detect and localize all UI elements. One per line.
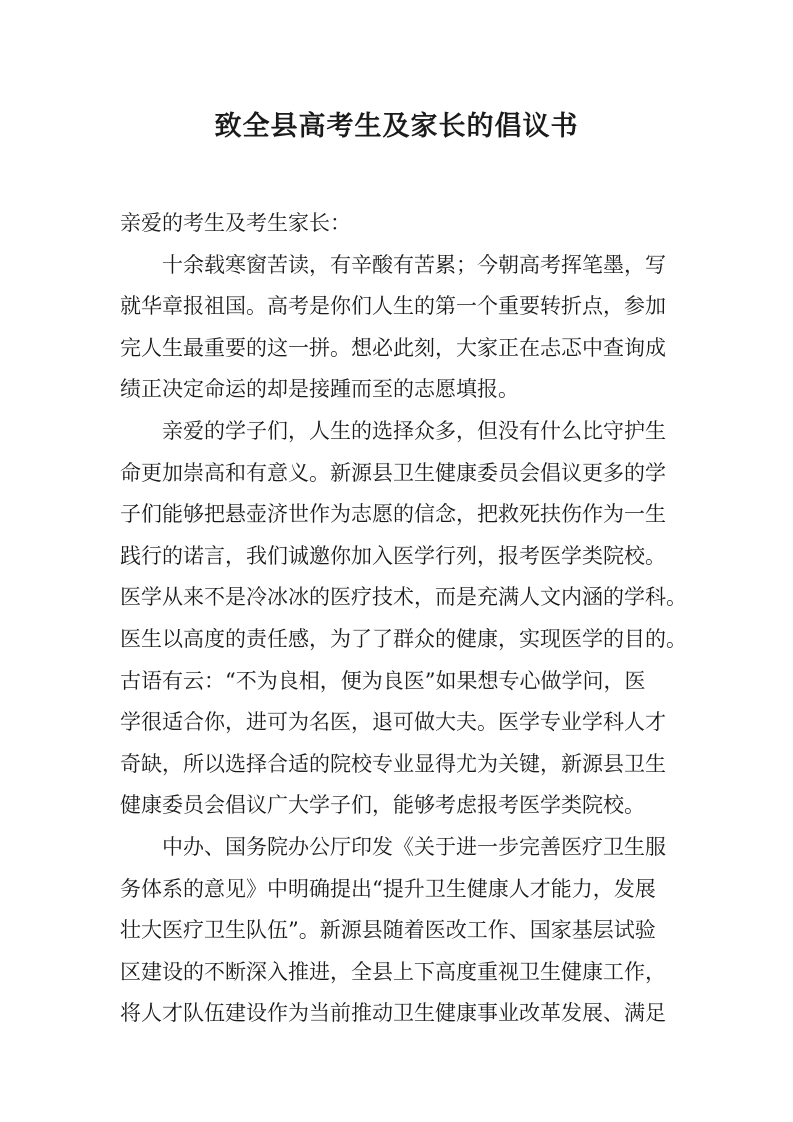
body-line: 医学从来不是冷冰冰的医疗技术，而是充满人文内涵的学科。 [120,585,687,610]
body-line: 奇缺，所以选择合适的院校专业显得尤为关键，新源县卫生 [120,751,666,776]
body-line: 健康委员会倡议广大学子们，能够考虑报考医学类院校。 [120,793,645,818]
body-line: 学很适合你，进可为名医，退可做大夫。医学专业学科人才 [120,710,666,735]
body-line: 绩正决定命运的却是接踵而至的志愿填报。 [120,377,519,402]
body-line: 完人生最重要的这一拼。想必此刻，大家正在忐忑中查询成 [120,335,666,360]
salutation: 亲爱的考生及考生家长： [120,211,351,235]
body-line: 中办、国务院办公厅印发《关于进一步完善医疗卫生服 [162,834,666,859]
body-line: 亲爱的学子们，人生的选择众多，但没有什么比守护生 [162,418,666,443]
document-title: 致全县高考生及家长的倡议书 [214,111,579,142]
body-line: 十余载寒窗苦读，有辛酸有苦累；今朝高考挥笔墨，写 [162,252,666,277]
body-line: 践行的诺言，我们诚邀你加入医学行列，报考医学类院校。 [120,543,666,568]
body-line: 壮大医疗卫生队伍”。新源县随着医改工作、国家基层试验 [120,918,656,943]
body-line: 命更加崇高和有意义。新源县卫生健康委员会倡议更多的学 [120,460,666,485]
body-line: 将人才队伍建设作为当前推动卫生健康事业改革发展、满足 [120,1001,666,1026]
body-line: 就华章报祖国。高考是你们人生的第一个重要转折点，参加 [120,294,666,319]
body-line: 古语有云：“不为良相，便为良医”如果想专心做学问，医 [120,668,646,693]
body-line: 医生以高度的责任感，为了了群众的健康，实现医学的目的。 [120,626,687,651]
document-body [120,203,687,1035]
body-line: 子们能够把悬壶济世作为志愿的信念，把救死扶伤作为一生 [120,502,666,527]
body-line: 务体系的意见》中明确提出“提升卫生健康人才能力，发展 [120,876,656,901]
body-line: 区建设的不断深入推进，全县上下高度重视卫生健康工作， [120,959,666,984]
